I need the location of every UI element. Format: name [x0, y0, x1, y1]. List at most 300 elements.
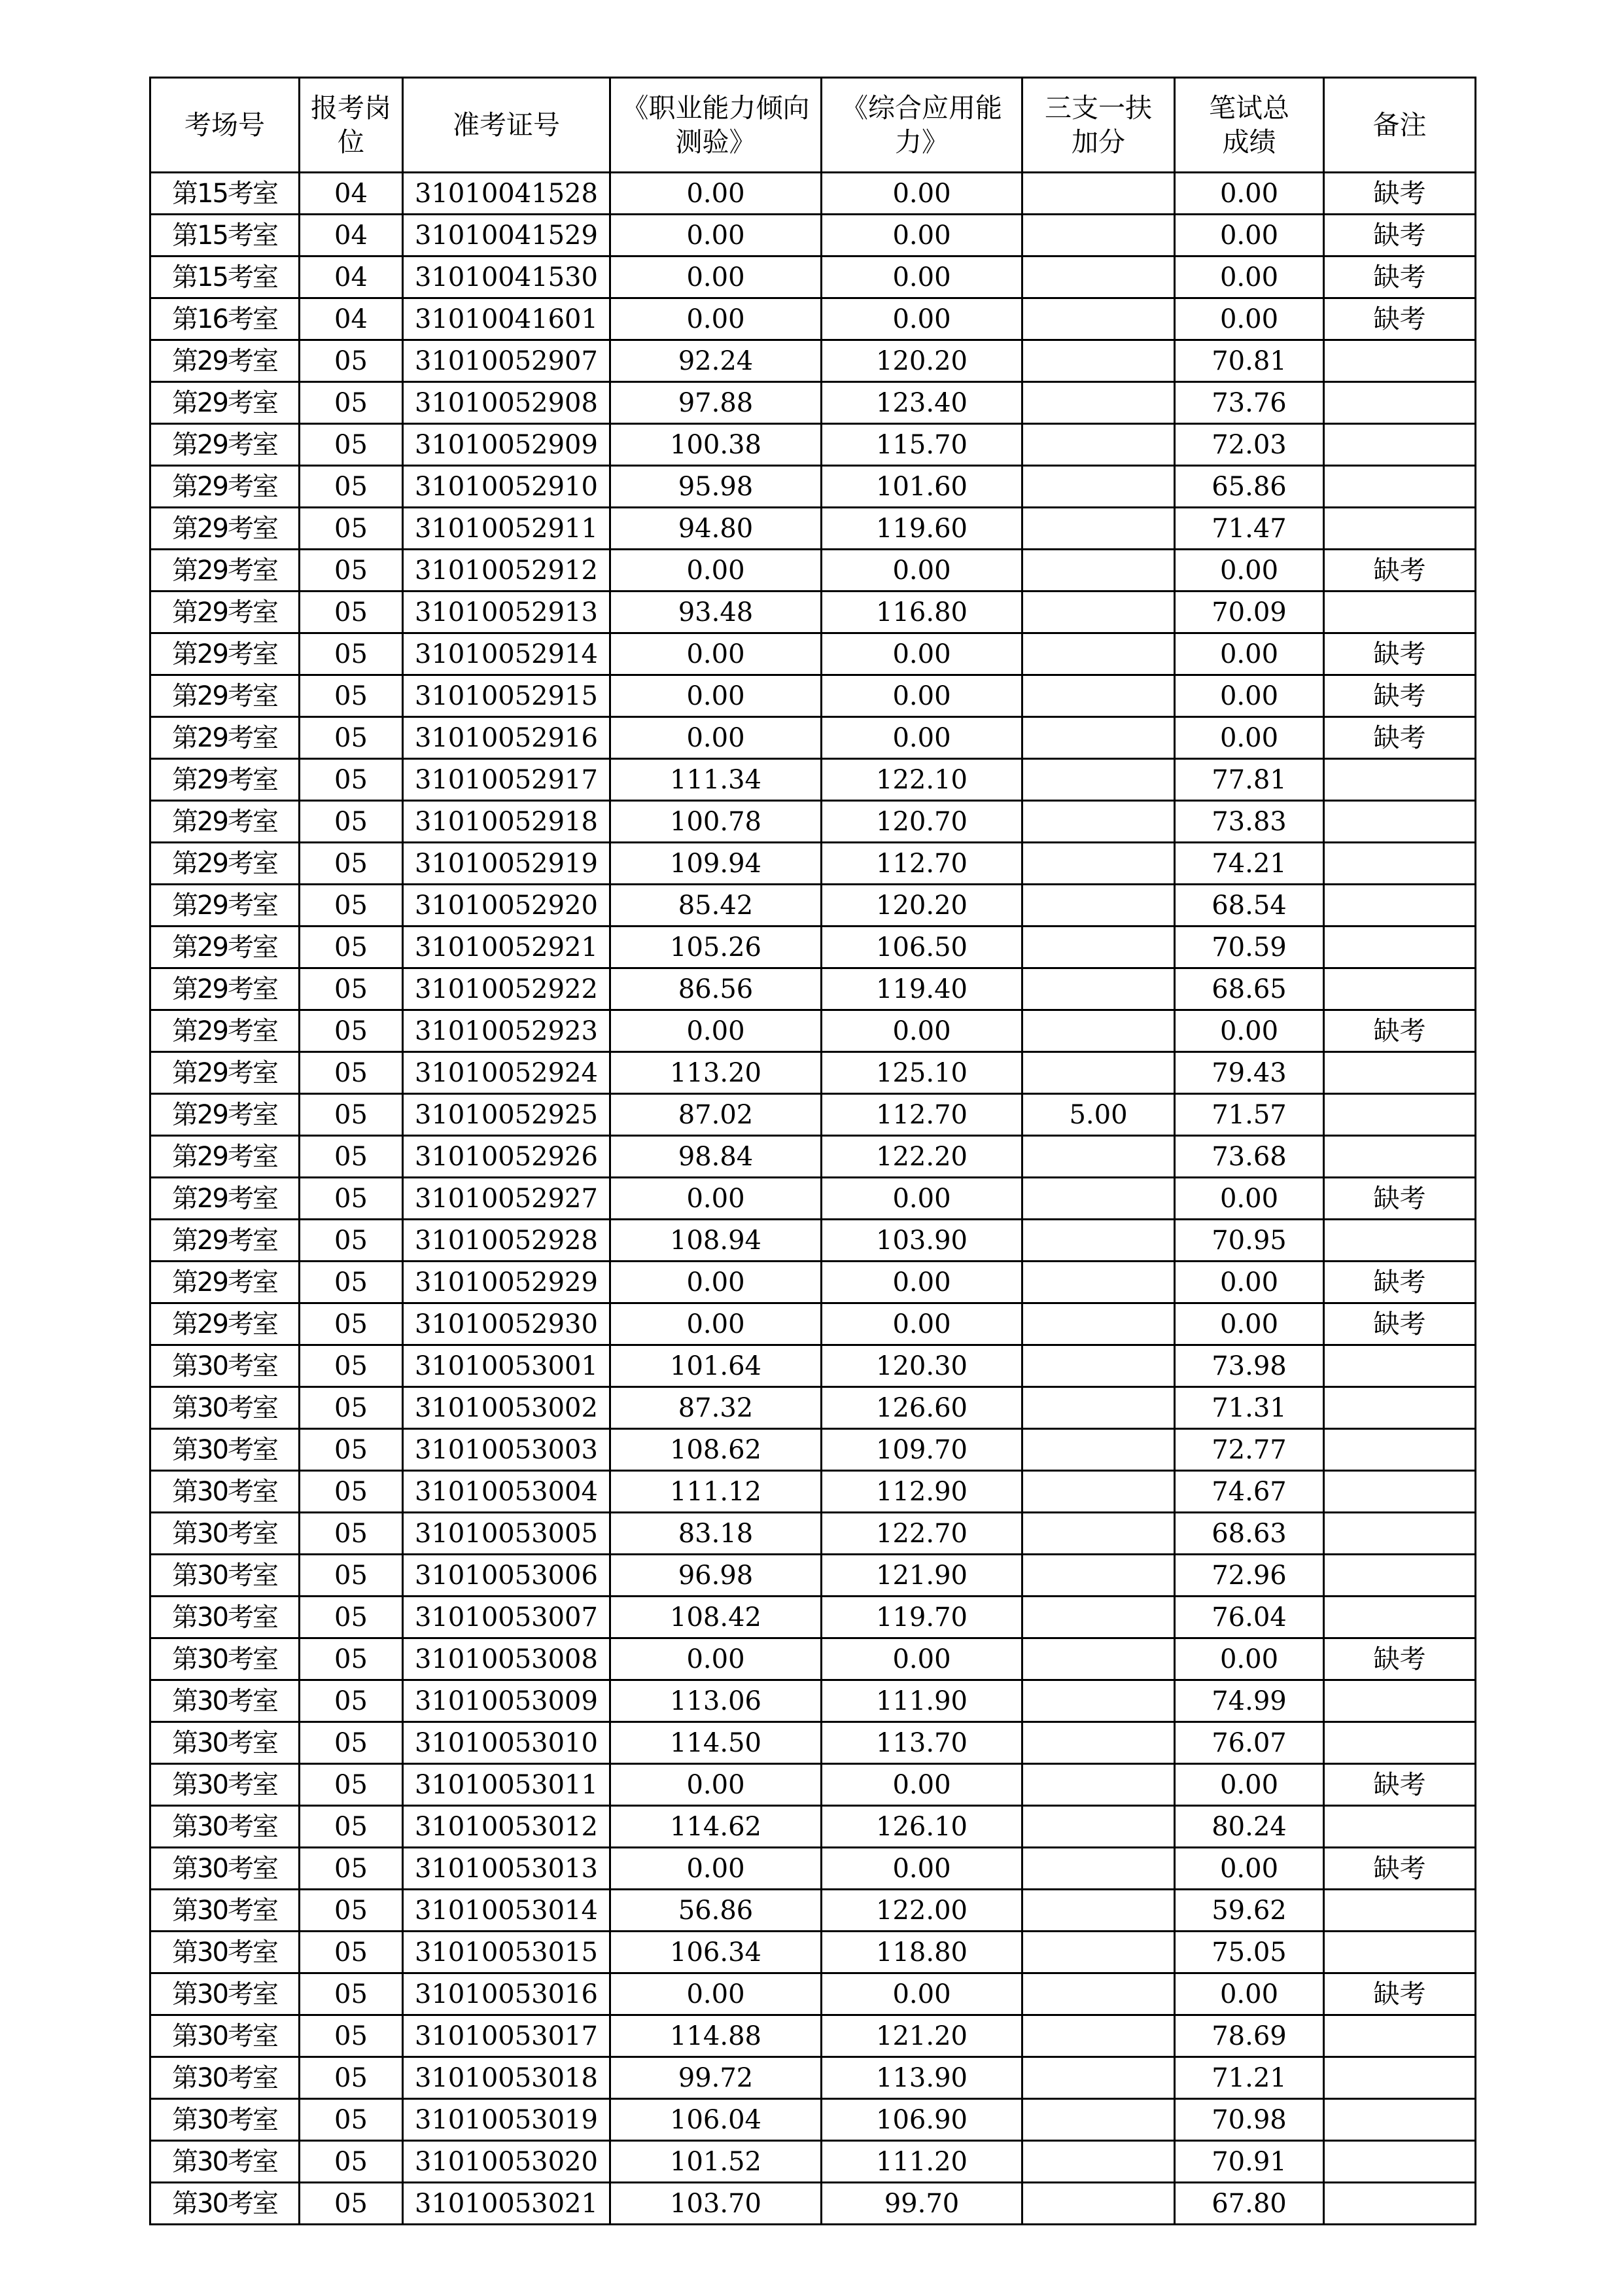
cell-exam-room: 第29考室 — [150, 382, 300, 424]
cell-applied-score: 120.20 — [822, 340, 1022, 382]
cell-position: 05 — [300, 759, 403, 801]
cell-aptitude-score: 98.84 — [610, 1136, 822, 1178]
cell-remark — [1324, 2099, 1476, 2141]
table-row — [150, 1764, 1476, 1806]
cell-applied-score: 118.80 — [822, 1932, 1022, 1973]
cell-position: 05 — [300, 1471, 403, 1513]
cell-position: 05 — [300, 1345, 403, 1387]
cell-bonus — [1022, 927, 1175, 968]
cell-total-score: 79.43 — [1175, 1052, 1324, 1094]
cell-exam-room: 第30考室 — [150, 1973, 300, 2015]
header-exam-room: 考场号 — [150, 78, 300, 173]
cell-exam-room: 第29考室 — [150, 675, 300, 717]
cell-position: 05 — [300, 1722, 403, 1764]
cell-applied-score: 113.90 — [822, 2057, 1022, 2099]
cell-total-score: 70.59 — [1175, 927, 1324, 968]
table-row — [150, 633, 1476, 675]
cell-exam-room: 第30考室 — [150, 1932, 300, 1973]
cell-exam-room: 第30考室 — [150, 2057, 300, 2099]
cell-position: 05 — [300, 2141, 403, 2183]
cell-exam-room: 第29考室 — [150, 1094, 300, 1136]
cell-bonus — [1022, 1010, 1175, 1052]
cell-admission-number: 31010053003 — [403, 1429, 610, 1471]
cell-total-score: 70.98 — [1175, 2099, 1324, 2141]
cell-applied-score: 121.20 — [822, 2015, 1022, 2057]
cell-position: 04 — [300, 298, 403, 340]
cell-bonus: 5.00 — [1022, 1094, 1175, 1136]
cell-admission-number: 31010052923 — [403, 1010, 610, 1052]
cell-exam-room: 第29考室 — [150, 550, 300, 592]
cell-remark: 缺考 — [1324, 1303, 1476, 1345]
cell-exam-room: 第29考室 — [150, 927, 300, 968]
cell-remark — [1324, 1387, 1476, 1429]
cell-applied-score: 122.20 — [822, 1136, 1022, 1178]
cell-aptitude-score: 86.56 — [610, 968, 822, 1010]
cell-total-score: 80.24 — [1175, 1806, 1324, 1848]
cell-admission-number: 31010053001 — [403, 1345, 610, 1387]
cell-total-score: 0.00 — [1175, 675, 1324, 717]
cell-exam-room: 第30考室 — [150, 1471, 300, 1513]
cell-bonus — [1022, 1345, 1175, 1387]
cell-applied-score: 109.70 — [822, 1429, 1022, 1471]
cell-applied-score: 125.10 — [822, 1052, 1022, 1094]
cell-bonus — [1022, 1680, 1175, 1722]
cell-aptitude-score: 100.78 — [610, 801, 822, 843]
table-row — [150, 1178, 1476, 1220]
cell-exam-room: 第29考室 — [150, 968, 300, 1010]
table-row — [150, 1597, 1476, 1638]
table-row — [150, 1973, 1476, 2015]
cell-admission-number: 31010052916 — [403, 717, 610, 759]
cell-position: 05 — [300, 592, 403, 633]
cell-total-score: 0.00 — [1175, 173, 1324, 215]
table-row — [150, 1429, 1476, 1471]
table-row — [150, 256, 1476, 298]
cell-total-score: 70.95 — [1175, 1220, 1324, 1262]
cell-bonus — [1022, 2099, 1175, 2141]
cell-admission-number: 31010053013 — [403, 1848, 610, 1890]
cell-exam-room: 第29考室 — [150, 633, 300, 675]
table-row — [150, 1136, 1476, 1178]
cell-remark — [1324, 927, 1476, 968]
cell-applied-score: 0.00 — [822, 1848, 1022, 1890]
table-row — [150, 466, 1476, 508]
cell-total-score: 0.00 — [1175, 717, 1324, 759]
cell-total-score: 67.80 — [1175, 2183, 1324, 2225]
cell-aptitude-score: 87.02 — [610, 1094, 822, 1136]
table-row — [150, 675, 1476, 717]
cell-admission-number: 31010041528 — [403, 173, 610, 215]
cell-applied-score: 112.70 — [822, 1094, 1022, 1136]
cell-admission-number: 31010052917 — [403, 759, 610, 801]
cell-admission-number: 31010053008 — [403, 1638, 610, 1680]
cell-total-score: 72.96 — [1175, 1555, 1324, 1597]
cell-aptitude-score: 93.48 — [610, 592, 822, 633]
cell-admission-number: 31010052909 — [403, 424, 610, 466]
cell-exam-room: 第30考室 — [150, 2015, 300, 2057]
cell-total-score: 68.65 — [1175, 968, 1324, 1010]
cell-bonus — [1022, 1178, 1175, 1220]
cell-admission-number: 31010053015 — [403, 1932, 610, 1973]
cell-position: 04 — [300, 256, 403, 298]
cell-position: 05 — [300, 633, 403, 675]
cell-applied-score: 101.60 — [822, 466, 1022, 508]
cell-bonus — [1022, 340, 1175, 382]
cell-bonus — [1022, 1555, 1175, 1597]
cell-bonus — [1022, 1848, 1175, 1890]
cell-aptitude-score: 0.00 — [610, 1010, 822, 1052]
cell-exam-room: 第29考室 — [150, 466, 300, 508]
table-row — [150, 2015, 1476, 2057]
cell-position: 05 — [300, 1429, 403, 1471]
cell-remark — [1324, 1680, 1476, 1722]
table-row — [150, 298, 1476, 340]
cell-remark — [1324, 1890, 1476, 1932]
cell-bonus — [1022, 759, 1175, 801]
cell-aptitude-score: 96.98 — [610, 1555, 822, 1597]
table-row — [150, 1638, 1476, 1680]
cell-position: 05 — [300, 1220, 403, 1262]
table-row — [150, 508, 1476, 550]
cell-applied-score: 0.00 — [822, 1010, 1022, 1052]
cell-admission-number: 31010053016 — [403, 1973, 610, 2015]
cell-bonus — [1022, 1387, 1175, 1429]
cell-exam-room: 第29考室 — [150, 717, 300, 759]
cell-remark — [1324, 1345, 1476, 1387]
cell-remark: 缺考 — [1324, 675, 1476, 717]
cell-remark — [1324, 1052, 1476, 1094]
cell-position: 05 — [300, 466, 403, 508]
cell-remark — [1324, 759, 1476, 801]
cell-total-score: 0.00 — [1175, 256, 1324, 298]
cell-exam-room: 第29考室 — [150, 801, 300, 843]
cell-remark: 缺考 — [1324, 1638, 1476, 1680]
table-row — [150, 2057, 1476, 2099]
cell-position: 05 — [300, 382, 403, 424]
cell-aptitude-score: 114.62 — [610, 1806, 822, 1848]
cell-position: 05 — [300, 1303, 403, 1345]
cell-applied-score: 112.70 — [822, 843, 1022, 885]
cell-admission-number: 31010052925 — [403, 1094, 610, 1136]
cell-total-score: 73.68 — [1175, 1136, 1324, 1178]
cell-applied-score: 120.20 — [822, 885, 1022, 927]
cell-aptitude-score: 0.00 — [610, 1638, 822, 1680]
cell-exam-room: 第29考室 — [150, 340, 300, 382]
cell-exam-room: 第15考室 — [150, 173, 300, 215]
cell-admission-number: 31010052927 — [403, 1178, 610, 1220]
cell-total-score: 0.00 — [1175, 1848, 1324, 1890]
cell-admission-number: 31010053005 — [403, 1513, 610, 1555]
cell-total-score: 0.00 — [1175, 1638, 1324, 1680]
cell-total-score: 73.76 — [1175, 382, 1324, 424]
cell-exam-room: 第30考室 — [150, 1764, 300, 1806]
cell-aptitude-score: 108.62 — [610, 1429, 822, 1471]
cell-position: 04 — [300, 173, 403, 215]
cell-applied-score: 0.00 — [822, 298, 1022, 340]
cell-aptitude-score: 99.72 — [610, 2057, 822, 2099]
cell-bonus — [1022, 1513, 1175, 1555]
cell-admission-number: 31010052929 — [403, 1262, 610, 1303]
cell-admission-number: 31010053012 — [403, 1806, 610, 1848]
table-row — [150, 1890, 1476, 1932]
cell-remark: 缺考 — [1324, 1010, 1476, 1052]
cell-exam-room: 第29考室 — [150, 1178, 300, 1220]
cell-total-score: 71.57 — [1175, 1094, 1324, 1136]
cell-position: 05 — [300, 508, 403, 550]
cell-total-score: 77.81 — [1175, 759, 1324, 801]
cell-exam-room: 第30考室 — [150, 1429, 300, 1471]
cell-admission-number: 31010052920 — [403, 885, 610, 927]
cell-aptitude-score: 101.64 — [610, 1345, 822, 1387]
table-row — [150, 885, 1476, 927]
cell-bonus — [1022, 1638, 1175, 1680]
cell-total-score: 73.83 — [1175, 801, 1324, 843]
cell-bonus — [1022, 2057, 1175, 2099]
cell-remark: 缺考 — [1324, 215, 1476, 256]
cell-remark — [1324, 466, 1476, 508]
cell-exam-room: 第30考室 — [150, 1345, 300, 1387]
cell-position: 05 — [300, 1764, 403, 1806]
cell-total-score: 65.86 — [1175, 466, 1324, 508]
cell-aptitude-score: 0.00 — [610, 1178, 822, 1220]
cell-total-score: 0.00 — [1175, 1178, 1324, 1220]
cell-bonus — [1022, 550, 1175, 592]
cell-total-score: 0.00 — [1175, 298, 1324, 340]
header-aptitude-test: 《职业能力倾向测验》 — [610, 78, 822, 173]
cell-exam-room: 第29考室 — [150, 1010, 300, 1052]
table-row — [150, 1848, 1476, 1890]
cell-bonus — [1022, 968, 1175, 1010]
cell-applied-score: 106.50 — [822, 927, 1022, 968]
cell-position: 05 — [300, 675, 403, 717]
cell-admission-number: 31010053010 — [403, 1722, 610, 1764]
cell-bonus — [1022, 1806, 1175, 1848]
cell-position: 05 — [300, 1597, 403, 1638]
cell-total-score: 0.00 — [1175, 550, 1324, 592]
cell-aptitude-score: 0.00 — [610, 1764, 822, 1806]
cell-admission-number: 31010052921 — [403, 927, 610, 968]
cell-position: 05 — [300, 550, 403, 592]
cell-applied-score: 0.00 — [822, 1973, 1022, 2015]
cell-aptitude-score: 85.42 — [610, 885, 822, 927]
cell-exam-room: 第30考室 — [150, 2183, 300, 2225]
cell-remark — [1324, 968, 1476, 1010]
cell-aptitude-score: 0.00 — [610, 256, 822, 298]
header-remarks: 备注 — [1324, 78, 1476, 173]
cell-bonus — [1022, 1429, 1175, 1471]
cell-aptitude-score: 0.00 — [610, 1262, 822, 1303]
cell-total-score: 72.77 — [1175, 1429, 1324, 1471]
cell-aptitude-score: 106.34 — [610, 1932, 822, 1973]
cell-remark — [1324, 592, 1476, 633]
cell-applied-score: 116.80 — [822, 592, 1022, 633]
cell-bonus — [1022, 592, 1175, 633]
cell-bonus — [1022, 885, 1175, 927]
cell-bonus — [1022, 1471, 1175, 1513]
cell-remark — [1324, 1722, 1476, 1764]
cell-bonus — [1022, 633, 1175, 675]
cell-remark: 缺考 — [1324, 550, 1476, 592]
cell-aptitude-score: 103.70 — [610, 2183, 822, 2225]
cell-exam-room: 第29考室 — [150, 592, 300, 633]
cell-aptitude-score: 0.00 — [610, 1303, 822, 1345]
cell-remark: 缺考 — [1324, 1848, 1476, 1890]
cell-remark — [1324, 1932, 1476, 1973]
cell-position: 05 — [300, 2099, 403, 2141]
cell-position: 05 — [300, 885, 403, 927]
cell-exam-room: 第29考室 — [150, 843, 300, 885]
table-row — [150, 1262, 1476, 1303]
cell-bonus — [1022, 1052, 1175, 1094]
cell-aptitude-score: 114.50 — [610, 1722, 822, 1764]
cell-applied-score: 119.60 — [822, 508, 1022, 550]
cell-applied-score: 115.70 — [822, 424, 1022, 466]
cell-bonus — [1022, 382, 1175, 424]
cell-exam-room: 第30考室 — [150, 2099, 300, 2141]
cell-admission-number: 31010052914 — [403, 633, 610, 675]
cell-remark: 缺考 — [1324, 1973, 1476, 2015]
cell-position: 05 — [300, 1136, 403, 1178]
table-row — [150, 1722, 1476, 1764]
cell-exam-room: 第30考室 — [150, 1387, 300, 1429]
cell-admission-number: 31010052922 — [403, 968, 610, 1010]
cell-aptitude-score: 97.88 — [610, 382, 822, 424]
table-row — [150, 2099, 1476, 2141]
cell-applied-score: 0.00 — [822, 717, 1022, 759]
cell-bonus — [1022, 173, 1175, 215]
cell-admission-number: 31010052911 — [403, 508, 610, 550]
cell-bonus — [1022, 2141, 1175, 2183]
table-row — [150, 1345, 1476, 1387]
cell-remark — [1324, 508, 1476, 550]
cell-remark — [1324, 1220, 1476, 1262]
cell-total-score: 0.00 — [1175, 1303, 1324, 1345]
cell-aptitude-score: 0.00 — [610, 1973, 822, 2015]
cell-admission-number: 31010041601 — [403, 298, 610, 340]
cell-applied-score: 119.40 — [822, 968, 1022, 1010]
table-row — [150, 1387, 1476, 1429]
cell-admission-number: 31010053014 — [403, 1890, 610, 1932]
table-row — [150, 340, 1476, 382]
cell-exam-room: 第29考室 — [150, 1262, 300, 1303]
cell-applied-score: 120.30 — [822, 1345, 1022, 1387]
table-row — [150, 173, 1476, 215]
cell-aptitude-score: 95.98 — [610, 466, 822, 508]
cell-position: 05 — [300, 1973, 403, 2015]
cell-applied-score: 119.70 — [822, 1597, 1022, 1638]
cell-aptitude-score: 106.04 — [610, 2099, 822, 2141]
table-row — [150, 1052, 1476, 1094]
cell-exam-room: 第16考室 — [150, 298, 300, 340]
cell-admission-number: 31010052926 — [403, 1136, 610, 1178]
cell-admission-number: 31010052910 — [403, 466, 610, 508]
cell-aptitude-score: 94.80 — [610, 508, 822, 550]
cell-position: 05 — [300, 1010, 403, 1052]
cell-position: 05 — [300, 843, 403, 885]
header-applied-ability: 《综合应用能力》 — [822, 78, 1022, 173]
cell-remark: 缺考 — [1324, 1178, 1476, 1220]
table-row — [150, 1932, 1476, 1973]
cell-total-score: 70.09 — [1175, 592, 1324, 633]
cell-admission-number: 31010041530 — [403, 256, 610, 298]
table-row — [150, 1513, 1476, 1555]
cell-exam-room: 第30考室 — [150, 1722, 300, 1764]
cell-total-score: 0.00 — [1175, 215, 1324, 256]
table-row — [150, 1555, 1476, 1597]
cell-remark: 缺考 — [1324, 256, 1476, 298]
cell-exam-room: 第29考室 — [150, 1303, 300, 1345]
cell-remark — [1324, 1555, 1476, 1597]
cell-bonus — [1022, 1973, 1175, 2015]
cell-admission-number: 31010053002 — [403, 1387, 610, 1429]
table-row — [150, 1303, 1476, 1345]
cell-admission-number: 31010053011 — [403, 1764, 610, 1806]
cell-exam-room: 第30考室 — [150, 1597, 300, 1638]
cell-exam-room: 第30考室 — [150, 1890, 300, 1932]
cell-position: 05 — [300, 2057, 403, 2099]
cell-position: 05 — [300, 1052, 403, 1094]
table-row — [150, 1806, 1476, 1848]
cell-position: 05 — [300, 1178, 403, 1220]
cell-position: 05 — [300, 1932, 403, 1973]
cell-exam-room: 第29考室 — [150, 1220, 300, 1262]
cell-bonus — [1022, 1136, 1175, 1178]
cell-applied-score: 103.90 — [822, 1220, 1022, 1262]
cell-total-score: 68.54 — [1175, 885, 1324, 927]
cell-total-score: 72.03 — [1175, 424, 1324, 466]
table-row — [150, 927, 1476, 968]
cell-bonus — [1022, 1597, 1175, 1638]
cell-applied-score: 113.70 — [822, 1722, 1022, 1764]
table-row — [150, 382, 1476, 424]
score-table — [149, 77, 1476, 2225]
cell-position: 05 — [300, 1094, 403, 1136]
cell-aptitude-score: 100.38 — [610, 424, 822, 466]
cell-total-score: 0.00 — [1175, 633, 1324, 675]
cell-aptitude-score: 87.32 — [610, 1387, 822, 1429]
cell-remark: 缺考 — [1324, 173, 1476, 215]
table-row — [150, 2141, 1476, 2183]
cell-remark — [1324, 1136, 1476, 1178]
cell-aptitude-score: 0.00 — [610, 633, 822, 675]
cell-exam-room: 第30考室 — [150, 1513, 300, 1555]
cell-exam-room: 第15考室 — [150, 215, 300, 256]
cell-total-score: 70.91 — [1175, 2141, 1324, 2183]
cell-bonus — [1022, 1764, 1175, 1806]
cell-bonus — [1022, 843, 1175, 885]
table-row — [150, 215, 1476, 256]
cell-aptitude-score: 0.00 — [610, 550, 822, 592]
cell-position: 05 — [300, 1680, 403, 1722]
table-row — [150, 968, 1476, 1010]
cell-total-score: 68.63 — [1175, 1513, 1324, 1555]
cell-position: 05 — [300, 1262, 403, 1303]
cell-position: 05 — [300, 424, 403, 466]
table-row — [150, 2183, 1476, 2225]
cell-remark — [1324, 1597, 1476, 1638]
table-row — [150, 1010, 1476, 1052]
cell-applied-score: 0.00 — [822, 256, 1022, 298]
cell-position: 05 — [300, 1638, 403, 1680]
cell-bonus — [1022, 1220, 1175, 1262]
cell-position: 05 — [300, 927, 403, 968]
cell-bonus — [1022, 1303, 1175, 1345]
cell-total-score: 0.00 — [1175, 1262, 1324, 1303]
cell-aptitude-score: 0.00 — [610, 717, 822, 759]
table-row — [150, 1220, 1476, 1262]
cell-admission-number: 31010053018 — [403, 2057, 610, 2099]
cell-applied-score: 99.70 — [822, 2183, 1022, 2225]
